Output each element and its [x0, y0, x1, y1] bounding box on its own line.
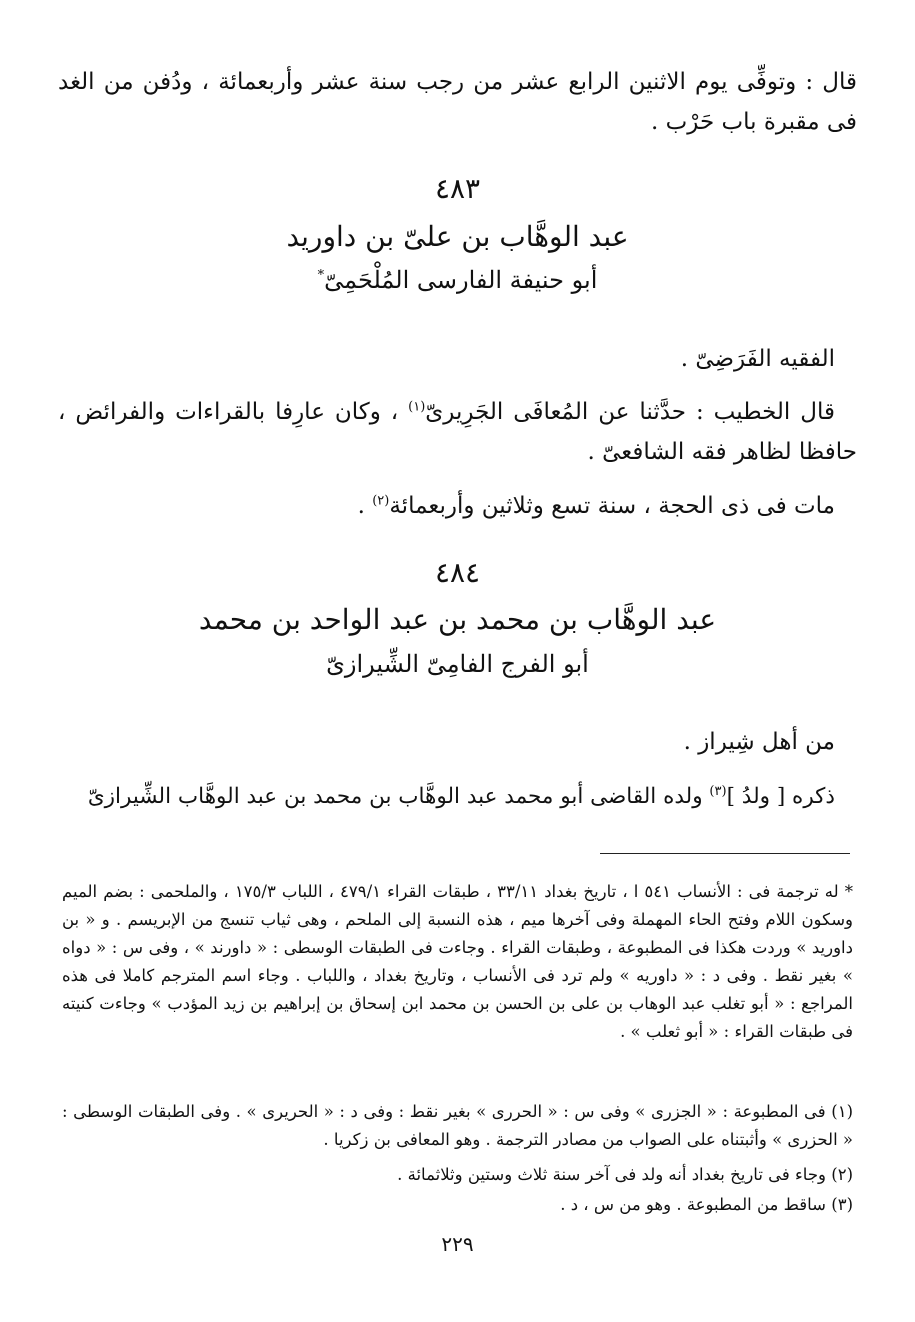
footnote-2: (٢) وجاء فى تاريخ بغداد أنه ولد فى آخر سنة ثلاث وستين وثلاثمائة . [397, 1165, 853, 1184]
footnote-divider [600, 853, 850, 854]
entry-483-paragraph-3: مات فى ذى الحجة ، سنة تسع وثلاثين وأربعمائة$^{(٢)}$ . [357, 493, 835, 519]
entry-484-kunya: أبو الفرج الفامِىّ الشِّيرازىّ [326, 650, 589, 678]
footnote-ref-3: (٣) [709, 783, 727, 799]
entry-484-number: ٤٨٤ [434, 556, 481, 589]
footnote-ref-2: (٢) [372, 493, 390, 509]
entry-483-paragraph-2: قال الخطيب : حدَّثنا عن المُعافَى الجَرِيرىّ$^{(١)}$ ، وكان عارِفا بالقراءات والفرائض ، حافظا لظاهر فقه الشافعىّ . [58, 399, 857, 465]
entry-484-paragraph-2: ذكره [ ولدُ ]$^{(٣)}$ ولده القاضى أبو محمد عبد الوهَّاب بن محمد بن عبد الوهَّاب الشِّيرازىّ [87, 783, 835, 809]
page-number: ٢٢٩ [441, 1232, 474, 1256]
entry-483-kunya-text: أبو حنيفة الفارسى المُلْحَمِىّ [324, 266, 598, 294]
entry-484-name: عبد الوهَّاب بن محمد بن عبد الواحد بن محمد [198, 603, 717, 636]
entry-483-kunya [0, 266, 915, 294]
footnote-ref-1: (١) [408, 399, 426, 415]
entry-484-paragraph-1: من أهل شِيراز . [683, 729, 835, 755]
entry-483-name: عبد الوهَّاب بن علىّ بن داوريد [286, 220, 629, 253]
footnote-1: (١) فى المطبوعة : « الجزرى » وفى س : « الحررى » بغير نقط : وفى د : « الحريرى » . وفى الطبقات الوسطى : « الحزرى » وأثبتناه على الصواب من مصادر الترجمة . وهو المعافى بن زكريا . [62, 1102, 853, 1149]
footnote-star: * له ترجمة فى : الأنساب ٥٤١ ا ، تاريخ بغداد ٣٣/١١ ، طبقات القراء ٤٧٩/١ ، اللباب ١٧٥/٣ ، والملحمى : بضم الميم وسكون اللام وفتح الحاء المهملة وفى آخرها ميم ، هذه النسبة إلى الملحم ، وهى ثياب تنسج من الإبريسم . و « بن داوريد » وردت هكذا فى المطبوعة ، وطبقات القراء . وجاءت فى الطبقات الوسطى : « داورند » ، وفى س : « دواه » بغير نقط . وفى د : « داوريه » ولم ترد فى الأنساب ، وتاريخ بغداد ، واللباب . وجاء اسم المترجم كاملا فى هذه المراجع : « أبو تغلب عبد الوهاب بن على بن الحسن بن محمد ابن إسحاق بن إبراهيم بن زيد المؤدب » وجاءت كنيته فى طبقات القراء : « أبو ثعلب » . [62, 882, 853, 1041]
footnote-star-mark: * [317, 268, 325, 283]
entry-483-paragraph-1: الفقيه الفَرَضِىّ . [680, 346, 835, 372]
intro-paragraph: قال : وتوفِّى يوم الاثنين الرابع عشر من رجب سنة عشر وأربعمائة ، ودُفن من الغد فى مقبرة باب حَرْب . [58, 69, 857, 135]
footnote-3: (٣) ساقط من المطبوعة . وهو من س ، د . [560, 1195, 853, 1214]
entry-483-number: ٤٨٣ [434, 172, 481, 205]
